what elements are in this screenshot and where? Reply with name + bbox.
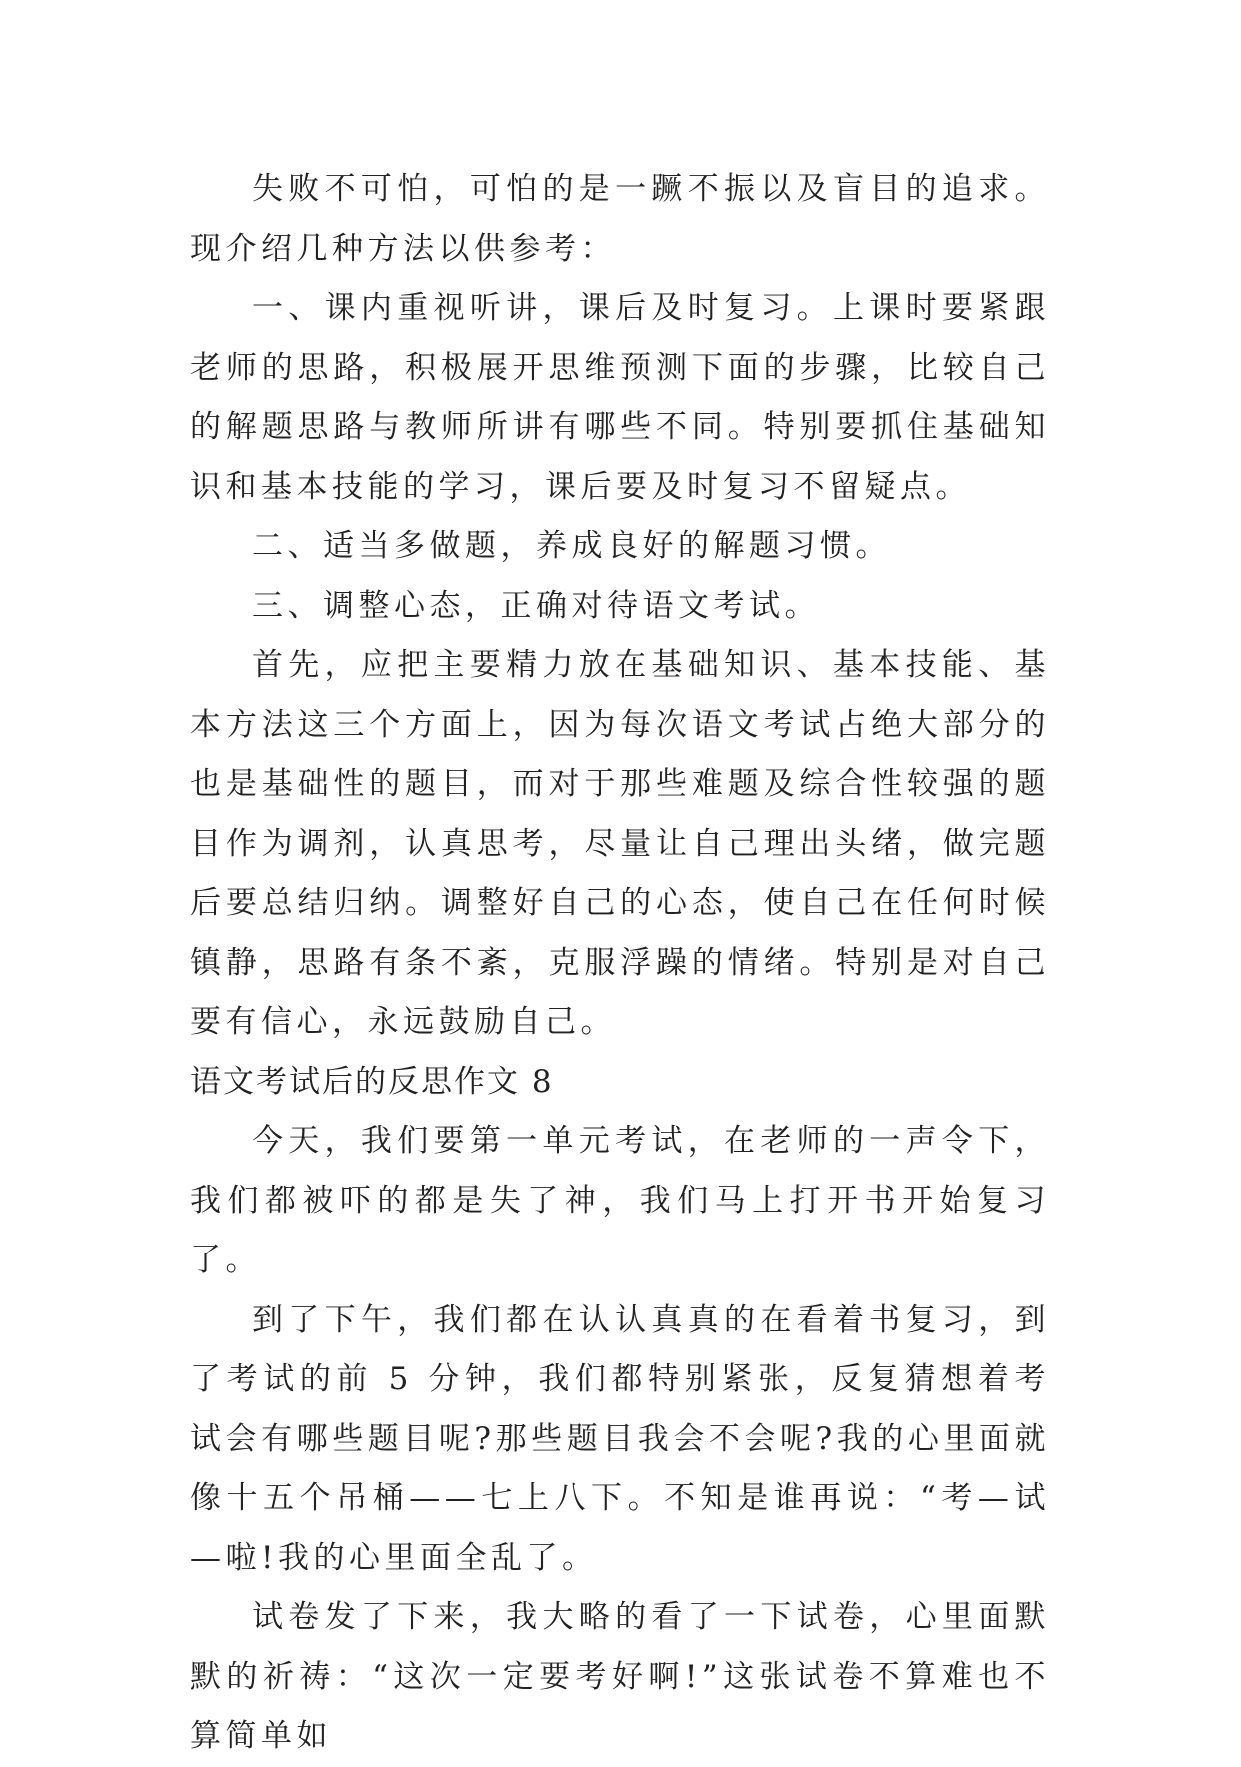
paragraph-method-two: 二、适当多做题，养成良好的解题习惯。 [252, 528, 891, 564]
paragraph-today: 今天，我们要第一单元考试，在老师的一声令下，我们都被吓的都是失了神，我们马上打开书开始复习了。 [190, 1123, 1050, 1278]
essay-heading: 语文考试后的反思作文 8 [190, 1063, 554, 1100]
document-body [190, 160, 1050, 1767]
paragraph-afternoon: 到了下午，我们都在认认真真的在看着书复习，到了考试的前 5 分钟，我们都特别紧张，反复猜想着考试会有哪些题目呢?那些题目我会不会呢?我的心里面就像十五个吊桶——七上八下。不知是谁再说：“考—试—啦!我的心里面全乱了。 [190, 1301, 1050, 1576]
paragraph-method-three: 三、调整心态，正确对待语文考试。 [252, 587, 820, 624]
paragraph-first: 首先，应把主要精力放在基础知识、基本技能、基本方法这三个方面上，因为每次语文考试占绝大部分的也是基础性的题目，而对于那些难题及综合性较强的题目作为调剂，认真思考，尽量让自己理出头绪，做完题后要总结归纳。调整好自己的心态，使自己在任何时候镇静，思路有条不紊，克服浮躁的情绪。特别是对自己要有信心，永远鼓励自己。 [190, 647, 1050, 1040]
paragraph-intro: 失败不可怕，可怕的是一蹶不振以及盲目的追求。现介绍几种方法以供参考： [190, 171, 1050, 267]
paragraph-exam-paper: 试卷发了下来，我大略的看了一下试卷，心里面默默的祈祷：“这次一定要考好啊!”这张试卷不算难也不算简单如 [190, 1599, 1050, 1754]
paragraph-method-one: 一、课内重视听讲，课后及时复习。上课时要紧跟老师的思路，积极展开思维预测下面的步骤，比较自己的解题思路与教师所讲有哪些不同。特别要抓住基础知识和基本技能的学习，课后要及时复习不留疑点。 [190, 290, 1050, 505]
